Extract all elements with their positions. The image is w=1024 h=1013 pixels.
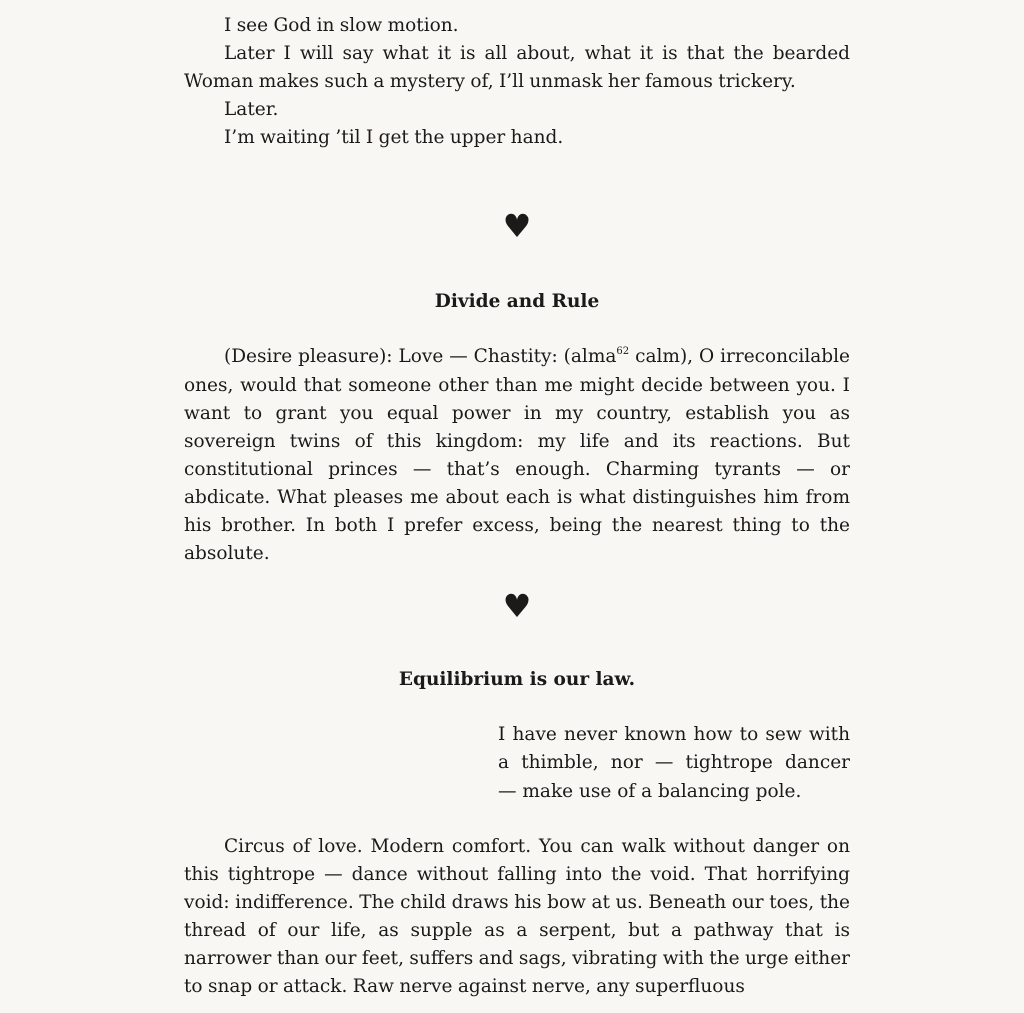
- divide-and-rule-paragraph: [184, 343, 850, 568]
- verse-line-1: I have never known how to sew with: [498, 724, 850, 746]
- verse-line-2: a thimble, nor — tightrope dancer: [498, 752, 850, 774]
- opening-paragraph-1: I see God in slow motion.: [224, 15, 459, 36]
- heart-ornament-icon: ♥: [502, 207, 532, 246]
- equilibrium-passage: [184, 833, 850, 1002]
- opening-paragraph-2: Later I will say what it is all about, what it is that the bearded Woman makes such a mystery of, I’ll unmask her famous trickery.: [184, 43, 850, 93]
- footnote-marker[interactable]: 62: [616, 346, 630, 358]
- divide-and-rule-passage: [184, 343, 850, 568]
- equilibrium-paragraph: Circus of love. Modern comfort. You can walk without danger on this tightrope — dance without falling into the void. That horrifying void: indifference. The child draws his bow at us. Beneath our toes, the thread of our life, as supple as a serpent, but a pathway that is narrower than our feet, suffers and sags, vibrating with the urge either to snap or attack. Raw nerve against nerve, any superfluous: [184, 835, 850, 998]
- opening-paragraph-4: I’m waiting ’til I get the upper hand.: [224, 127, 564, 149]
- section-title-divide-and-rule: Divide and Rule: [434, 291, 600, 313]
- paragraph-text-end: calm), O irreconcilable ones, would that someone other than me might decide between you. I want to grant you equal power in my country, establish you as sovereign twins of this kingdom: my life and its reactions. But constitutional princes — that’s enough. Charming tyrants — or abdicate. What pleases me about each is what distinguishes him from his brother. In both I prefer excess, being the nearest thing to the absolute.: [184, 346, 850, 565]
- opening-paragraph-3: Later.: [224, 99, 279, 121]
- book-page: [184, 12, 850, 1001]
- opening-passage: [184, 12, 850, 152]
- section-title-equilibrium: Equilibrium is our law.: [398, 669, 636, 691]
- paragraph-text-start: (Desire pleasure): Love — Chastity: (alma: [224, 346, 617, 368]
- heart-ornament-icon: ♥: [502, 587, 532, 626]
- verse-block: [498, 721, 850, 806]
- verse-line-3: — make use of a balancing pole.: [498, 780, 802, 802]
